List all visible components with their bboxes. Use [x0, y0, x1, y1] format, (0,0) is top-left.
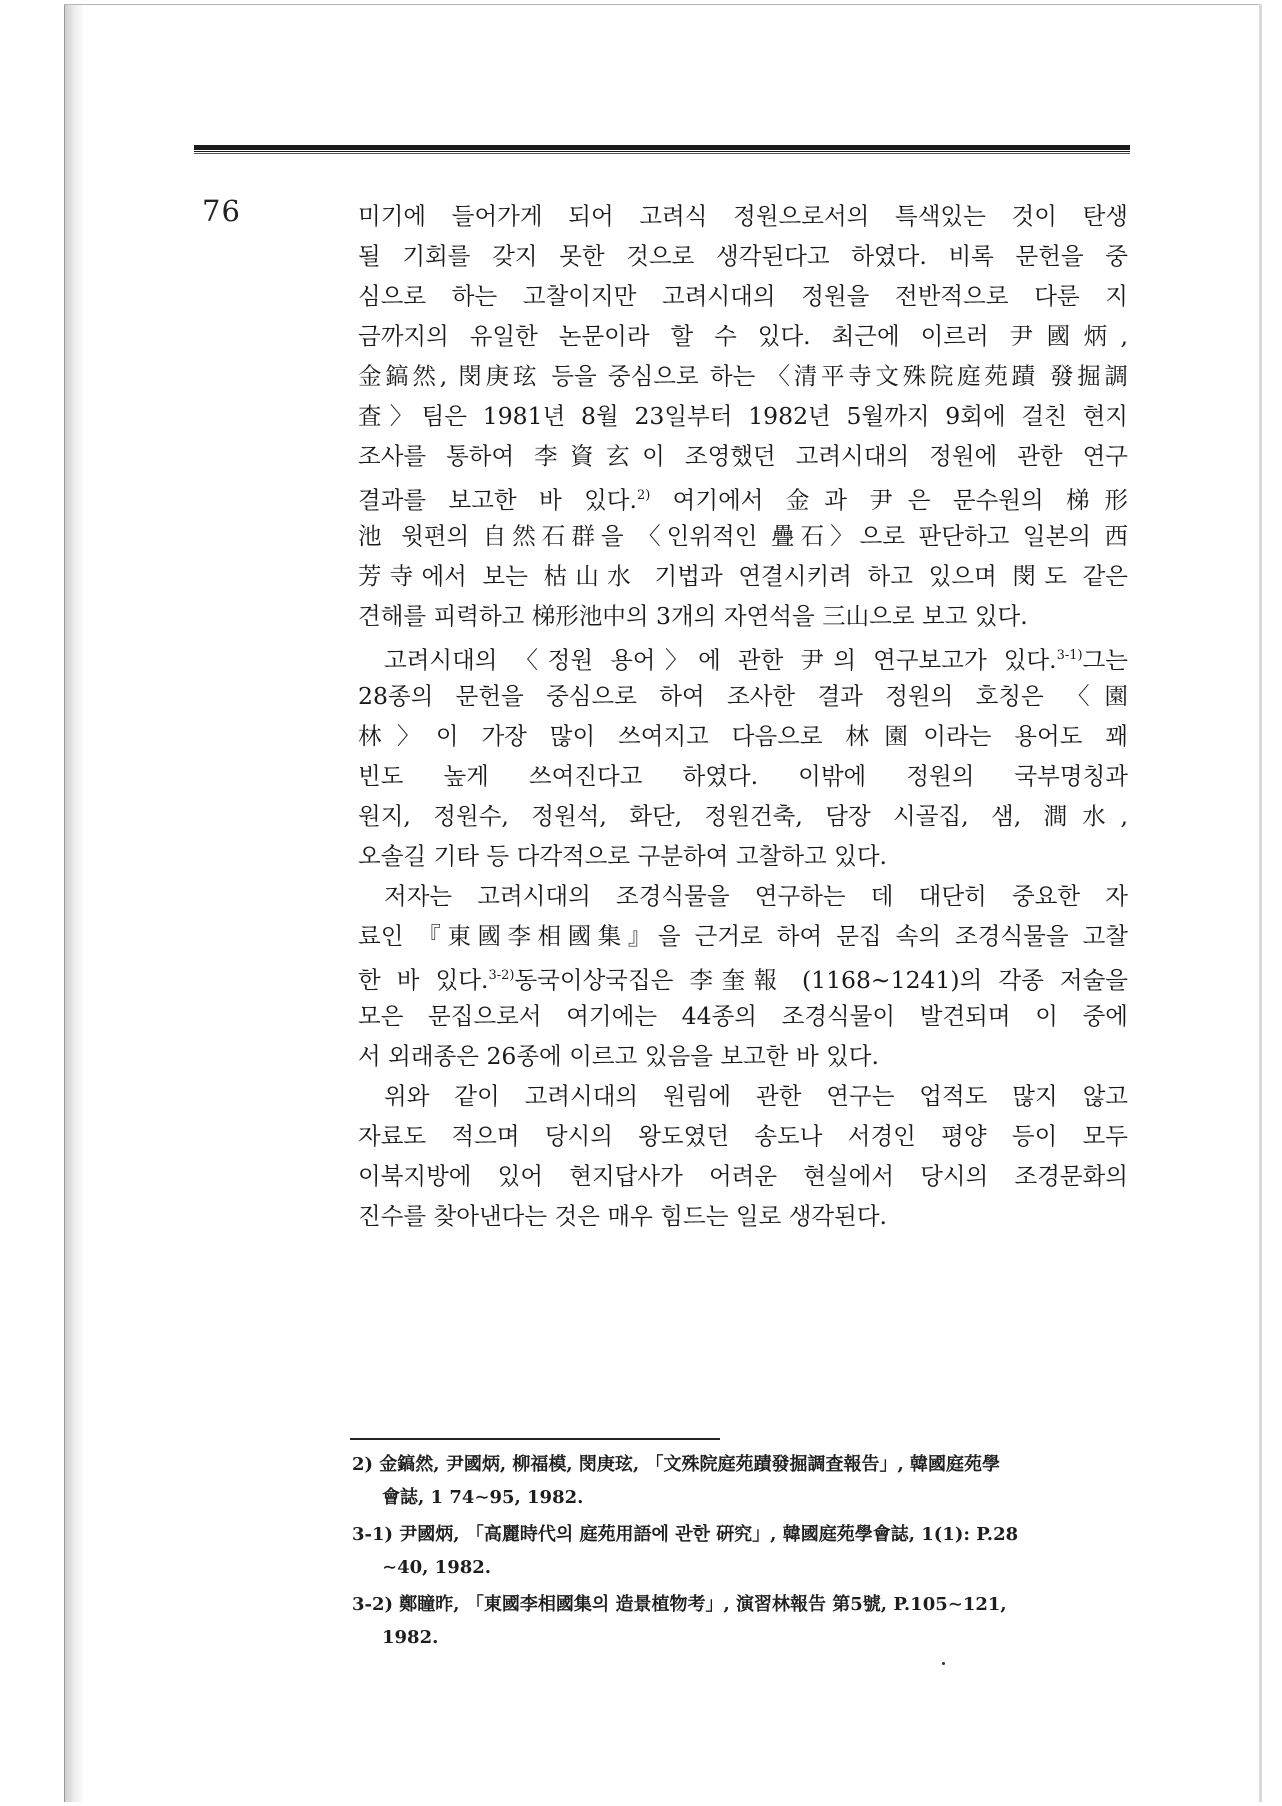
- body-line-text: 미기에 들어가게 되어 고려식 정원으로서의 특색있는 것이 탄생: [358, 202, 1128, 230]
- body-line-text: 金鎬然, 閔庚玹 등을 중심으로 하는 〈清平寺文殊院庭苑蹟 發掘調: [358, 362, 1128, 390]
- footnote-line: 1982.: [382, 1627, 439, 1648]
- footnote-line: 3-2) 鄭瞳昨, 「東國李相國集의 造景植物考」, 演習林報告 第5號, P.105∼121,: [352, 1594, 1007, 1615]
- footnote-reference: 3-2): [488, 968, 515, 983]
- body-line-text: 28종의 문헌을 중심으로 하여 조사한 결과 정원의 호칭은 〈園: [358, 682, 1128, 710]
- page-number: 76: [202, 194, 241, 228]
- body-line: [358, 396, 1128, 436]
- body-line-text-continued: 여기에서 金과 尹은 문수원의 梯形: [650, 486, 1128, 514]
- body-line: [358, 1076, 1128, 1116]
- body-line-text: 서 외래종은 26종에 이르고 있음을 보고한 바 있다.: [358, 1042, 879, 1070]
- body-line-text: 결과를 보고한 바 있다.: [358, 486, 637, 514]
- body-line: [358, 756, 1128, 796]
- body-line: [358, 1156, 1128, 1196]
- scan-speck: [942, 1662, 945, 1665]
- footnote-item: [352, 1448, 1152, 1514]
- footnote-reference: 2): [636, 488, 651, 503]
- body-line-text: 진수를 찾아낸다는 것은 매우 힘드는 일로 생각된다.: [358, 1202, 888, 1230]
- footnote-line: 2) 金鎬然, 尹國炳, 柳福模, 閔庚玹, 「文殊院庭苑蹟發掘調査報告」, 韓國庭苑學: [352, 1454, 1000, 1475]
- body-line: [358, 356, 1128, 396]
- body-line: [358, 436, 1128, 476]
- body-line: [358, 236, 1128, 276]
- body-line-text: 빈도 높게 쓰여진다고 하였다. 이밖에 정원의 국부명칭과: [358, 762, 1128, 790]
- body-line: [358, 716, 1128, 756]
- body-line-text-continued: 그는: [1082, 646, 1128, 674]
- page-right-border: [1259, 4, 1262, 1802]
- footnote-line: ∼40, 1982.: [382, 1557, 492, 1578]
- body-line-text: 한 바 있다.: [358, 966, 489, 994]
- body-line-text: 이북지방에 있어 현지답사가 어려운 현실에서 당시의 조경문화의: [358, 1162, 1128, 1190]
- body-line-text: 저자는 고려시대의 조경식물을 연구하는 데 대단히 중요한 자: [384, 882, 1128, 910]
- footnote-separator: [350, 1438, 720, 1440]
- body-line-text: 모은 문집으로서 여기에는 44종의 조경식물이 발견되며 이 중에: [358, 1002, 1128, 1030]
- body-text: [358, 196, 1128, 1236]
- page-edge-shadow: [64, 4, 83, 1802]
- header-rule-thick: [194, 145, 1130, 150]
- body-line: [358, 556, 1128, 596]
- body-line: [358, 476, 1128, 516]
- header-rule-hairline: [194, 153, 1130, 154]
- body-line-text: 고려시대의 〈정원 용어〉에 관한 尹의 연구보고가 있다.: [384, 646, 1057, 674]
- footnote-item: [352, 1588, 1152, 1654]
- body-line: [358, 196, 1128, 236]
- body-line-text: 원지, 정원수, 정원석, 화단, 정원건축, 담장 시골집, 샘, 澗水,: [358, 802, 1128, 830]
- body-line-text: 심으로 하는 고찰이지만 고려시대의 정원을 전반적으로 다룬 지: [358, 282, 1128, 310]
- footnote-item: [352, 1518, 1152, 1584]
- body-line: [358, 916, 1128, 956]
- body-line: [358, 1116, 1128, 1156]
- body-line-text: 위와 같이 고려시대의 원림에 관한 연구는 업적도 많지 않고: [384, 1082, 1128, 1110]
- footnote-line: 會誌, 1 74∼95, 1982.: [382, 1487, 584, 1508]
- body-line: [358, 316, 1128, 356]
- footnote-line: 3-1) 尹國炳, 「高麗時代의 庭苑用語에 관한 硏究」, 韓國庭苑學會誌, 1(1): P.28: [352, 1524, 1019, 1545]
- body-line-text: 료인 『東國李相國集』을 근거로 하여 문집 속의 조경식물을 고찰: [358, 922, 1128, 950]
- body-line-text-continued: 동국이상국집은 李奎報 (1168∼1241)의 각종 저술을: [514, 966, 1128, 994]
- body-line: [358, 1196, 1128, 1236]
- footnotes: [352, 1448, 1152, 1658]
- body-line: [358, 676, 1128, 716]
- body-line-text: 금까지의 유일한 논문이라 할 수 있다. 최근에 이르러 尹國炳,: [358, 322, 1128, 350]
- header-rule-thin: [194, 151, 1130, 152]
- body-line-text: 芳寺에서 보는 枯山水 기법과 연결시키려 하고 있으며 閔도 같은: [358, 562, 1128, 590]
- body-line-text: 池 윗편의 自然石群을 〈인위적인 疊石〉으로 판단하고 일본의 西: [358, 522, 1128, 550]
- body-line: [358, 276, 1128, 316]
- body-line-text: 오솔길 기타 등 다각적으로 구분하여 고찰하고 있다.: [358, 842, 888, 870]
- body-line: [358, 836, 1128, 876]
- body-line: [358, 876, 1128, 916]
- body-line: [358, 636, 1128, 676]
- body-line: [358, 596, 1128, 636]
- body-line: [358, 996, 1128, 1036]
- footnote-reference: 3-1): [1056, 648, 1083, 663]
- body-line-text: 조사를 통하여 李資玄이 조영했던 고려시대의 정원에 관한 연구: [358, 442, 1128, 470]
- body-line: [358, 956, 1128, 996]
- body-line-text: 자료도 적으며 당시의 왕도였던 송도나 서경인 평양 등이 모두: [358, 1122, 1128, 1150]
- page-top-border: [64, 4, 1260, 5]
- body-line-text: 査〉팀은 1981년 8월 23일부터 1982년 5월까지 9회에 걸친 현지: [358, 402, 1128, 430]
- body-line-text: 林〉이 가장 많이 쓰여지고 다음으로 林園이라는 용어도 꽤: [358, 722, 1128, 750]
- body-line-text: 될 기회를 갖지 못한 것으로 생각된다고 하였다. 비록 문헌을 중: [358, 242, 1128, 270]
- body-line: [358, 1036, 1128, 1076]
- body-line: [358, 796, 1128, 836]
- footnote-gap: [352, 1654, 1152, 1658]
- body-line: [358, 516, 1128, 556]
- body-line-text: 견해를 피력하고 梯形池中의 3개의 자연석을 三山으로 보고 있다.: [358, 602, 1028, 630]
